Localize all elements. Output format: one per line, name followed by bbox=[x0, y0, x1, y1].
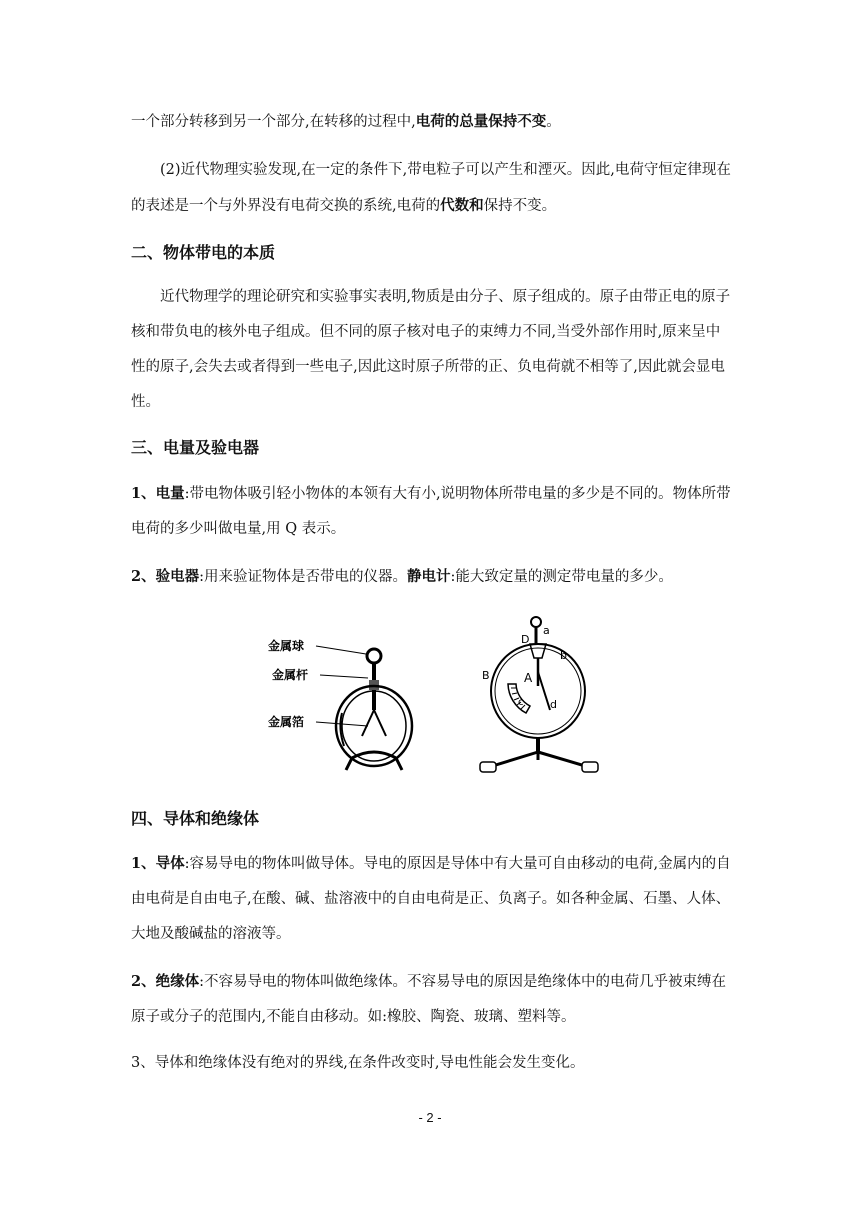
paragraph-conservation-end: 一个部分转移到另一个部分,在转移的过程中,电荷的总量保持不变。 bbox=[131, 113, 561, 130]
paragraph-modern-conservation: (2)近代物理实验发现,在一定的条件下,带电粒子可以产生和湮灭。因此,电荷守恒定律现在的表述是一个与外界没有电荷交换的系统,电荷的代数和保持不变。 bbox=[131, 162, 731, 214]
paragraph-insulator: 2、绝缘体:不容易导电的物体叫做绝缘体。不容易导电的原因是绝缘体中的电荷几乎被束缚在原子或分子的范围内,不能自由移动。如:橡胶、陶瓷、玻璃、塑料等。 bbox=[131, 973, 726, 1025]
paragraph-nature-of-charging: 近代物理学的理论研究和实验事实表明,物质是由分子、原子组成的。原子由带正电的原子核和带负电的核外电子组成。但不同的原子核对电子的束缚力不同,当受外部作用时,原来呈中性的原子,会失去或者得到一些电子,因此这时原子所带的正、负电荷就不相等了,因此就会显电性。 bbox=[131, 289, 731, 410]
label-a: a bbox=[543, 624, 550, 637]
label-B: B bbox=[482, 669, 490, 682]
heading-charge-and-electroscope: 三、电量及验电器 bbox=[131, 438, 260, 457]
label-D: D bbox=[521, 633, 530, 646]
term-insulator: 绝缘体 bbox=[155, 973, 200, 990]
term-charge-quantity: 电量 bbox=[155, 485, 185, 502]
bold-algebraic-sum: 代数和 bbox=[440, 197, 484, 214]
paragraph-no-absolute-boundary: 3、导体和绝缘体没有绝对的界线,在条件改变时,导电性能会发生变化。 bbox=[131, 1055, 585, 1071]
label-metal-ball: 金属球 bbox=[268, 639, 305, 653]
label-b: b bbox=[560, 649, 567, 662]
heading-conductors-insulators: 四、导体和绝缘体 bbox=[131, 809, 260, 828]
label-c: c bbox=[518, 697, 524, 708]
paragraph-electroscope: 2、验电器:用来验证物体是否带电的仪器。静电计:能大致定量的测定带电量的多少。 bbox=[131, 568, 673, 585]
page-number: - 2 - bbox=[418, 1110, 442, 1125]
label-metal-foil: 金属箔 bbox=[268, 715, 305, 729]
label-metal-rod: 金属杆 bbox=[272, 668, 309, 682]
electrometer-diagram bbox=[474, 610, 604, 782]
electroscope-diagram bbox=[262, 628, 427, 776]
label-A: A bbox=[524, 671, 533, 685]
term-electroscope: 验电器 bbox=[155, 568, 200, 585]
paragraph-quantity-of-charge: 1、电量:带电物体吸引轻小物体的本领有大有小,说明物体所带电量的多少是不同的。物体所带电荷的多少叫做电量,用 Q 表示。 bbox=[131, 485, 731, 537]
label-d: d bbox=[550, 698, 557, 711]
paragraph-conductor: 1、导体:容易导电的物体叫做导体。导电的原因是导体中有大量可自由移动的电荷,金属内的自由电荷是自由电子,在酸、碱、盐溶液中的自由电荷是正、负离子。如各种金属、石墨、人体、大地及酸碱盐的溶液等。 bbox=[131, 855, 731, 942]
term-conductor: 导体 bbox=[155, 855, 185, 872]
term-electrometer: 静电计 bbox=[406, 568, 451, 585]
bold-total-charge: 电荷的总量保持不变 bbox=[415, 113, 547, 130]
heading-nature-of-charging: 二、物体带电的本质 bbox=[131, 243, 276, 262]
